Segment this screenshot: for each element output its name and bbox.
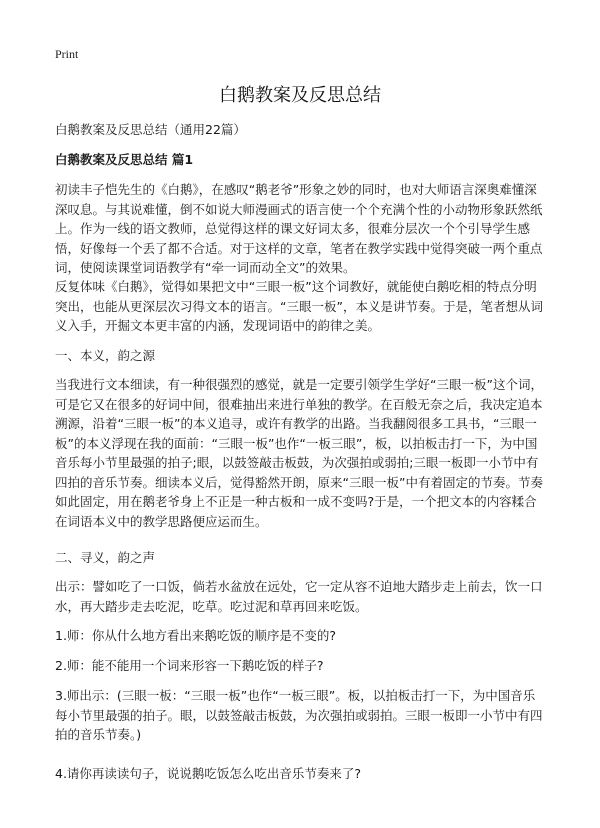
paragraph-intro: 初读丰子恺先生的《白鹅》，在感叹“鹅老爷”形象之妙的同时，也对大师语言深奥难懂深深叹息。与其说难懂，倒不如说大师漫画式的语言使一个个充满个性的小动物形象跃然纸上。作为一线的语文教师，总觉得这样的课文好词太多，很难分层次一个个引导学生感悟，好像每一个丢了都不合适。对于这样的文章，笔者在教学实践中觉得突破一两个重点词，使阅读课堂词语教学有“牵一词而动全文”的效果。: [55, 182, 543, 275]
list-item: 4.请你再读读句子，说说鹅吃饭怎么吃出音乐节奏来了?: [55, 766, 362, 781]
list-item: 1.师：你从什么地方看出来鹅吃饭的顺序是不变的?: [55, 628, 337, 643]
paragraph-original-meaning: 当我进行文本细读，有一种很强烈的感觉，就是一定要引领学生学好“三眼一板”这个词，可是它又在很多的好词中间，很难抽出来进行单独的教学。在百般无奈之后，我决定追本溯源，沿着“三眼一板”的本义追寻，或许有教学的出路。当我翻阅很多工具书，“三眼一板”的本义浮现在我的面前：“三眼一板”也作“一板三眼”，板，以拍板击打一下，为中国音乐每小节里最强的拍子;眼，以鼓签敲击板鼓，为次强拍或弱拍;三眼一板即一小节中有四拍的音乐节奏。细读本义后，觉得豁然开朗，原来“三眼一板”中有着固定的节奏。节奏如此固定，用在鹅老爷身上不正是一种古板和一成不变吗?于是，一个把文本的内容糅合在词语本义中的教学思路便应运而生。: [55, 377, 543, 529]
section-title: 白鹅教案及反思总结 篇1: [55, 152, 194, 167]
page-title: 白鹅教案及反思总结: [219, 85, 381, 106]
document-subtitle: 白鹅教案及反思总结（通用22篇）: [55, 122, 246, 137]
list-item: 2.师：能不能用一个词来形容一下鹅吃饭的样子?: [55, 658, 324, 673]
heading-seeking-meaning: 二、寻义，韵之声: [55, 550, 156, 565]
paragraph-excerpt: 出示：譬如吃了一口饭，倘若水盆放在远处，它一定从容不迫地大踏步走上前去，饮一口水，再大踏步走去吃泥，吃草。吃过泥和草再回来吃饭。: [55, 579, 543, 614]
heading-original-meaning: 一、本义，韵之源: [55, 348, 156, 363]
paragraph-reflection: 反复体味《白鹅》，觉得如果把文中“三眼一板”这个词教好，就能使白鹅吃相的特点分明突出，也能从更深层次习得文本的语言。“三眼一板”，本义是讲节奏。于是，笔者想从词义入手，开掘文本更丰富的内涵，发现词语中的韵律之美。: [55, 279, 543, 333]
list-item: 3.师出示：(三眼一板：“三眼一板”也作“一板三眼”。板，以拍板击打一下，为中国音乐每小节里最强的拍子。眼，以鼓签敲击板鼓，为次强拍或弱拍。三眼一板即一小节中有四拍的音乐节奏。): [55, 688, 543, 742]
print-label[interactable]: Print: [55, 47, 79, 61]
